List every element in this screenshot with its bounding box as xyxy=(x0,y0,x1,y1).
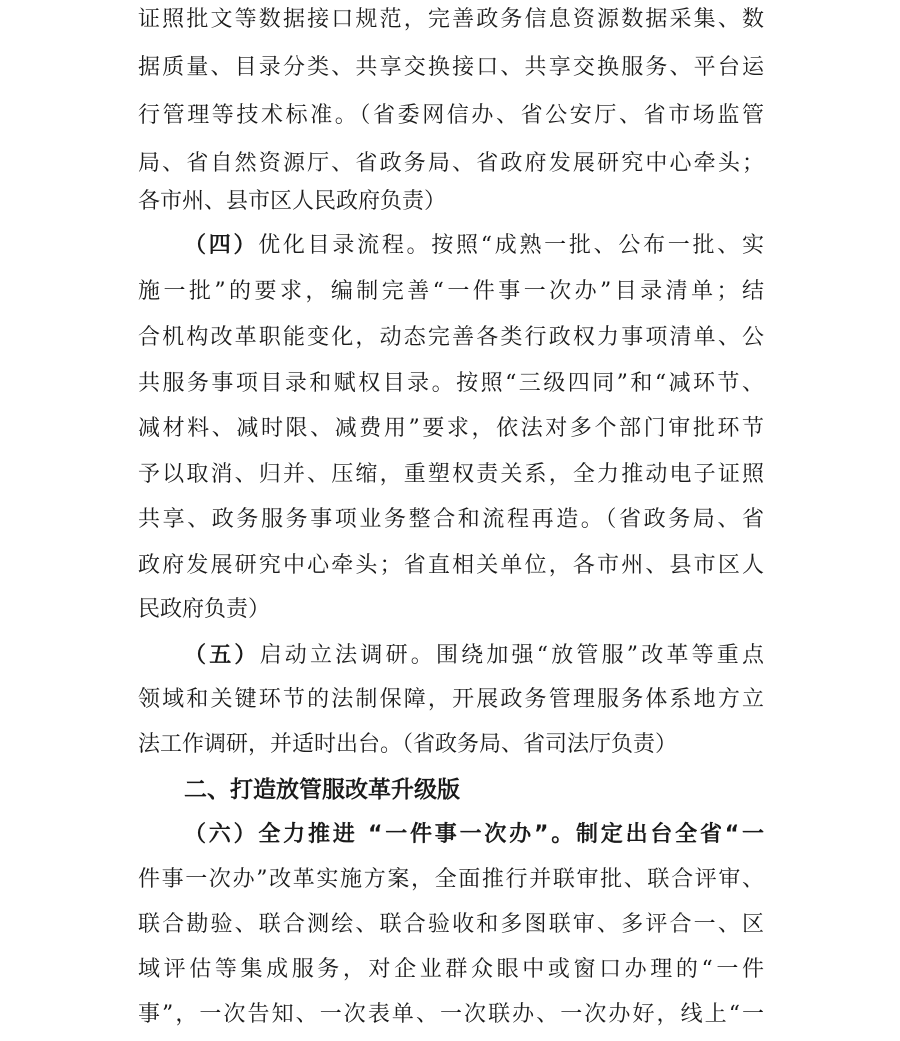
section-number-five: （五） xyxy=(184,643,260,668)
paragraph-six-first-line xyxy=(184,815,764,855)
text-line: 域评估等集成服务，对企业群众眼中或窗口办理的“一件 xyxy=(138,957,764,982)
text-line: 各市州、县市区人民政府负责） xyxy=(138,189,447,214)
text-line: 件事一次办”改革实施方案，全面推行并联审批、联合评审、 xyxy=(138,867,764,892)
paragraph-text: 启动立法调研。围绕加强“放管服”改革等重点 xyxy=(259,643,764,668)
text-line: 减材料、减时限、减费用”要求，依法对多个部门审批环节 xyxy=(138,416,764,441)
text-line: 施一批”的要求，编制完善“一件事一次办”目录清单；结 xyxy=(138,279,764,304)
text-line: 局、省自然资源厅、省政务局、省政府发展研究中心牵头； xyxy=(138,151,764,176)
text-line: 证照批文等数据接口规范，完善政务信息资源数据采集、数 xyxy=(138,7,764,32)
section-number-six: （六） xyxy=(184,822,259,847)
text-line: 政府发展研究中心牵头；省直相关单位，各市州、县市区人 xyxy=(138,553,764,578)
text-line: 据质量、目录分类、共享交换接口、共享交换服务、平台运 xyxy=(138,55,764,80)
paragraph-four-first-line xyxy=(184,226,764,266)
text-line: 合机构改革职能变化，动态完善各类行政权力事项清单、公 xyxy=(138,325,764,350)
paragraph-five-first-line xyxy=(184,636,764,676)
text-line: 行管理等技术标准。（省委网信办、省公安厅、省市场监管 xyxy=(138,103,764,128)
paragraph-text: 全力推进 “一件事一次办”。制定出台全省“一 xyxy=(258,822,764,847)
text-line: 领域和关键环节的法制保障，开展政务管理服务体系地方立 xyxy=(138,687,764,712)
paragraph-text: 优化目录流程。按照“成熟一批、公布一批、实 xyxy=(258,233,764,258)
section-number-four: （四） xyxy=(184,233,259,258)
text-line: 联合勘验、联合测绘、联合验收和多图联审、多评合一、区 xyxy=(138,912,764,937)
text-line: 予以取消、归并、压缩，重塑权责关系，全力推动电子证照 xyxy=(138,462,764,487)
section-heading: 二、打造放管服改革升级版 xyxy=(184,777,460,803)
text-line: 事”，一次告知、一次表单、一次联办、一次办好，线上“一 xyxy=(138,1002,764,1027)
text-line: 民政府负责） xyxy=(138,597,271,622)
text-line: 共享、政务服务事项业务整合和流程再造。（省政务局、省 xyxy=(138,507,764,532)
text-line: 共服务事项目录和赋权目录。按照“三级四同”和“减环节、 xyxy=(138,371,764,396)
text-line: 法工作调研，并适时出台。（省政务局、省司法厅负责） xyxy=(138,732,678,757)
